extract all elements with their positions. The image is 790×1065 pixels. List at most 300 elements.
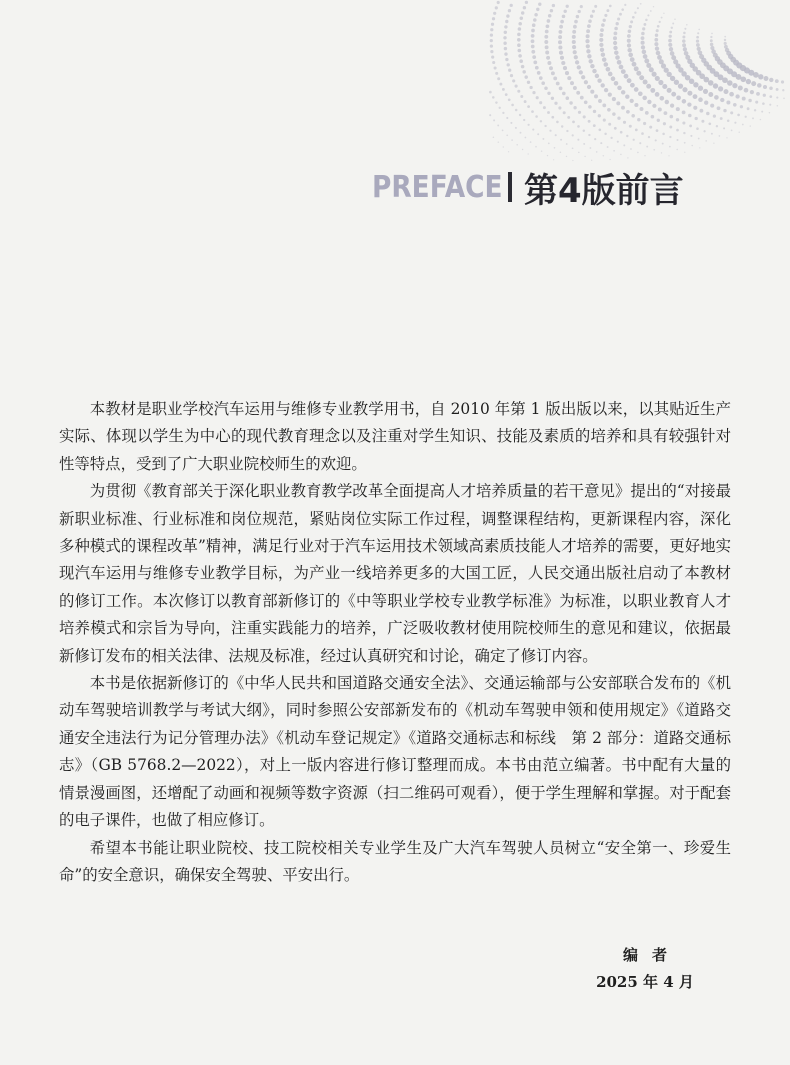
halftone-dot xyxy=(643,23,646,26)
halftone-dot xyxy=(718,86,723,91)
halftone-dot xyxy=(734,122,736,124)
halftone-dot xyxy=(658,108,662,112)
halftone-dot xyxy=(545,45,549,49)
halftone-dot xyxy=(636,71,641,76)
halftone-dot xyxy=(545,51,549,55)
halftone-dot xyxy=(549,130,551,132)
halftone-dot xyxy=(655,92,660,97)
halftone-dot xyxy=(578,111,581,114)
page-title: 第4版前言 xyxy=(524,170,684,211)
halftone-dot xyxy=(642,50,647,55)
halftone-dot xyxy=(550,9,553,12)
halftone-dot xyxy=(518,49,522,53)
halftone-dot xyxy=(599,43,603,47)
halftone-dot xyxy=(603,119,606,122)
halftone-dot xyxy=(551,116,554,119)
halftone-dot xyxy=(546,56,550,60)
halftone-dot xyxy=(606,9,609,12)
halftone-dot xyxy=(566,96,570,100)
halftone-dot xyxy=(698,50,703,55)
halftone-dot xyxy=(650,88,655,93)
halftone-dot xyxy=(558,40,562,44)
halftone-dot xyxy=(643,54,648,59)
halftone-dot xyxy=(684,152,685,153)
halftone-dot xyxy=(627,78,632,83)
halftone-dot xyxy=(634,66,639,71)
halftone-dot xyxy=(614,81,619,86)
halftone-dot xyxy=(684,28,686,30)
halftone-dot xyxy=(518,22,522,26)
halftone-dot xyxy=(533,18,537,22)
halftone-dot xyxy=(554,147,556,149)
halftone-dot xyxy=(580,5,583,8)
halftone-dot xyxy=(574,55,578,59)
halftone-dot xyxy=(625,95,629,99)
halftone-dot xyxy=(594,94,598,98)
halftone-dot xyxy=(661,152,662,153)
halftone-dot xyxy=(499,83,502,86)
halftone-dot xyxy=(623,121,626,124)
halftone-dot xyxy=(547,111,550,114)
signature-block xyxy=(590,942,700,996)
halftone-dot xyxy=(506,134,508,136)
halftone-dot xyxy=(586,49,590,53)
halftone-dot xyxy=(569,101,572,104)
halftone-dot xyxy=(742,124,744,126)
halftone-dot xyxy=(511,104,514,107)
halftone-dot xyxy=(598,99,602,103)
halftone-dot xyxy=(693,106,697,110)
halftone-dot xyxy=(756,92,760,96)
halftone-dot xyxy=(646,84,651,89)
halftone-dot xyxy=(713,143,714,144)
halftone-dot xyxy=(573,50,577,54)
halftone-dot xyxy=(682,87,687,92)
halftone-dot xyxy=(723,127,725,129)
halftone-dot xyxy=(572,147,574,149)
halftone-dot xyxy=(498,141,499,142)
halftone-dot xyxy=(624,4,626,6)
halftone-dot xyxy=(495,72,498,75)
halftone-dot xyxy=(668,39,672,43)
halftone-dot xyxy=(639,75,644,80)
halftone-dot xyxy=(674,19,675,20)
halftone-dot xyxy=(510,74,513,77)
halftone-dot xyxy=(608,123,611,126)
halftone-dot xyxy=(671,92,676,97)
halftone-dot xyxy=(656,129,659,132)
halftone-dot xyxy=(627,43,631,47)
halftone-dot xyxy=(750,90,754,94)
preface-header xyxy=(372,163,684,211)
halftone-dot xyxy=(584,156,585,157)
halftone-dot xyxy=(538,3,541,6)
halftone-dot xyxy=(667,88,672,93)
halftone-dot xyxy=(713,115,716,118)
halftone-dot xyxy=(598,114,601,117)
halftone-dot xyxy=(614,32,618,36)
halftone-dot xyxy=(769,87,773,91)
halftone-dot xyxy=(572,40,576,44)
halftone-dot xyxy=(553,159,554,160)
halftone-dot xyxy=(758,74,763,79)
halftone-dot xyxy=(775,79,779,83)
halftone-dot xyxy=(517,38,521,42)
halftone-dot xyxy=(489,91,492,94)
halftone-dot xyxy=(497,77,500,80)
halftone-dot xyxy=(490,28,493,31)
halftone-dot xyxy=(616,101,620,105)
halftone-dot xyxy=(561,125,563,127)
halftone-dot xyxy=(548,14,552,18)
halftone-dot xyxy=(641,132,644,135)
halftone-dot xyxy=(663,13,664,14)
halftone-dot xyxy=(650,10,652,12)
halftone-dot xyxy=(620,131,623,134)
halftone-dot xyxy=(586,44,590,48)
halftone-dot xyxy=(519,114,521,116)
halftone-dot xyxy=(676,107,680,111)
halftone-dot xyxy=(535,66,539,70)
halftone-dot xyxy=(727,80,733,86)
halftone-dot xyxy=(678,83,683,88)
halftone-dot xyxy=(600,28,604,32)
halftone-dot xyxy=(504,31,507,34)
halftone-dot xyxy=(708,122,711,125)
halftone-dot xyxy=(720,117,723,120)
halftone-dot xyxy=(531,110,534,113)
halftone-dot xyxy=(507,63,510,66)
halftone-dot xyxy=(700,109,704,113)
halftone-dot xyxy=(521,11,524,14)
halftone-dot xyxy=(674,80,679,85)
halftone-dot xyxy=(588,105,592,109)
halftone-dot xyxy=(587,85,591,89)
halftone-dot xyxy=(554,102,557,105)
halftone-dot xyxy=(573,106,576,109)
halftone-dot xyxy=(547,92,550,95)
halftone-dot xyxy=(535,146,537,148)
halftone-dot xyxy=(495,6,498,9)
halftone-dot xyxy=(621,90,625,94)
halftone-dot xyxy=(528,153,529,154)
halftone-dot xyxy=(531,34,535,38)
halftone-dot xyxy=(540,120,542,122)
halftone-dot xyxy=(493,12,496,15)
halftone-dot xyxy=(637,118,640,121)
halftone-dot xyxy=(740,105,743,108)
halftone-dot xyxy=(663,122,666,125)
halftone-dot xyxy=(752,117,754,119)
halftone-dot xyxy=(493,119,495,121)
halftone-dot xyxy=(748,99,751,102)
halftone-dot xyxy=(503,41,506,44)
halftone-dot xyxy=(687,102,691,106)
halftone-dot xyxy=(539,101,542,104)
halftone-dot xyxy=(656,51,661,56)
halftone-dot xyxy=(713,83,718,88)
halftone-dot xyxy=(566,130,568,132)
halftone-dot xyxy=(584,100,588,104)
halftone-dot xyxy=(492,96,495,99)
halftone-dot xyxy=(669,31,672,34)
halftone-dot xyxy=(492,17,495,20)
halftone-dot xyxy=(714,95,719,100)
halftone-dot xyxy=(732,83,737,88)
halftone-dot xyxy=(669,146,671,148)
halftone-dot xyxy=(614,27,618,31)
halftone-dot xyxy=(653,149,655,151)
halftone-dot xyxy=(517,33,521,37)
halftone-dot xyxy=(505,58,508,61)
halftone-dot xyxy=(608,72,613,77)
halftone-dot xyxy=(742,97,746,101)
halftone-dot xyxy=(645,19,648,22)
halftone-dot xyxy=(720,98,724,102)
halftone-dot xyxy=(711,33,713,35)
halftone-dot xyxy=(634,87,639,92)
halftone-dot xyxy=(505,93,508,96)
halftone-dot xyxy=(503,36,506,39)
halftone-dot xyxy=(536,8,539,11)
halftone-dot xyxy=(652,72,657,77)
halftone-dot xyxy=(602,104,606,108)
halftone-dot xyxy=(676,118,679,121)
halftone-dot xyxy=(560,56,564,60)
halftone-dot xyxy=(588,134,590,136)
halftone-dot xyxy=(490,39,493,42)
halftone-dot xyxy=(704,101,708,105)
halftone-dot xyxy=(609,159,610,160)
halftone-dot xyxy=(724,36,726,38)
halftone-dot xyxy=(544,125,546,127)
halftone-dot xyxy=(521,65,525,69)
halftone-dot xyxy=(733,103,737,107)
halftone-dot xyxy=(656,29,659,32)
halftone-dot xyxy=(516,144,518,146)
halftone-dot xyxy=(515,127,517,129)
halftone-dot xyxy=(588,120,591,123)
halftone-dot xyxy=(602,57,607,62)
halftone-dot xyxy=(629,125,632,128)
halftone-dot xyxy=(664,111,668,115)
halftone-dot xyxy=(555,134,557,136)
halftone-dot xyxy=(563,10,566,13)
halftone-dot xyxy=(669,126,672,129)
halftone-dot xyxy=(693,94,698,99)
halftone-dot xyxy=(746,79,751,84)
halftone-dot xyxy=(676,139,678,141)
paragraph-3: 本书是依据新修订的《中华人民共和国道路交通安全法》、交通运输部与公安部联合发布的《机动车驾驶培训教学与考试大纲》，同时参照公安部新发布的《机动车驾驶申领和使用规定》《道路交通安全违法行为记分管理办法》《机动车登记规定》《道路交通标志和标线 第 2 部分：道路交通标志》（GB 5768.2—2022），对上一版内容进行修订整理而成。本书由范立编著。书中配有大量的情景漫画图，还增配了动画和视频等数字资源（扫二维码可观看），便于学生理解和掌握。对于配套的电子课件，也做了相应修订。 xyxy=(59,674,731,830)
halftone-dot xyxy=(524,75,527,78)
halftone-dot xyxy=(599,33,603,37)
halftone-dot xyxy=(572,121,575,124)
halftone-dot xyxy=(682,39,685,42)
halftone-dot xyxy=(724,89,729,94)
halftone-dot xyxy=(676,129,679,132)
halftone-dot xyxy=(760,119,761,120)
halftone-dot xyxy=(655,46,659,50)
halftone-dot xyxy=(594,5,597,8)
halftone-dot xyxy=(698,97,703,102)
halftone-dot xyxy=(777,105,779,107)
halftone-dot xyxy=(706,112,710,116)
halftone-dot xyxy=(719,135,721,137)
halftone-dot xyxy=(651,115,655,119)
halftone-dot xyxy=(751,81,756,86)
paragraph-1: 本教材是职业学校汽车运用与维修专业教学用书，自 2010 年第 1 版出版以来，以其贴近生产实际、体现以学生为中心的现代教育理念以及注重对学生知识、技能及素质的培养和具有较强针对性等特点，受到了广大职业院校师生的欢迎。 xyxy=(59,400,731,473)
halftone-dot xyxy=(573,86,577,90)
halftone-dot xyxy=(617,86,622,91)
halftone-dot xyxy=(644,155,645,156)
halftone-dot xyxy=(577,139,579,141)
halftone-dot xyxy=(628,53,633,58)
halftone-dot xyxy=(695,117,698,120)
halftone-dot xyxy=(587,24,591,28)
halftone-dot xyxy=(562,92,566,96)
halftone-dot xyxy=(641,32,645,36)
halftone-dot xyxy=(593,110,596,113)
halftone-dot xyxy=(769,95,772,98)
halftone-dot xyxy=(572,30,576,34)
halftone-dot xyxy=(617,141,619,143)
halftone-dot xyxy=(769,104,771,106)
halftone-dot xyxy=(603,155,604,156)
halftone-dot xyxy=(620,154,622,156)
halftone-dot xyxy=(567,116,570,119)
halftone-dot xyxy=(517,43,521,47)
halftone-dot xyxy=(576,91,580,95)
halftone-dot xyxy=(596,151,598,153)
halftone-dot xyxy=(655,34,658,37)
halftone-dot xyxy=(615,55,620,60)
halftone-dot xyxy=(541,150,542,151)
halftone-dot xyxy=(693,82,698,87)
halftone-dot xyxy=(635,129,638,132)
halftone-dot xyxy=(735,94,739,98)
halftone-dot-decoration xyxy=(0,0,790,300)
halftone-dot xyxy=(613,41,617,45)
halftone-dot xyxy=(755,101,758,104)
halftone-dot xyxy=(558,106,561,109)
halftone-dot xyxy=(519,59,523,63)
halftone-dot xyxy=(724,42,727,45)
halftone-dot xyxy=(641,45,645,49)
halftone-dot xyxy=(590,64,594,68)
halftone-dot xyxy=(492,61,495,64)
halftone-dot xyxy=(583,129,585,131)
halftone-dot xyxy=(627,39,631,43)
halftone-dot xyxy=(613,36,617,40)
halftone-dot xyxy=(665,100,669,104)
halftone-dot xyxy=(628,30,632,34)
halftone-dot xyxy=(608,92,612,96)
halftone-dot xyxy=(613,150,615,152)
halftone-dot xyxy=(598,128,601,131)
halftone-dot xyxy=(494,66,497,69)
halftone-dot xyxy=(506,14,509,17)
halftone-dot xyxy=(657,25,660,28)
halftone-dot xyxy=(491,56,494,59)
halftone-dot xyxy=(754,109,756,111)
halftone-dot xyxy=(577,65,581,69)
halftone-dot xyxy=(696,36,699,39)
halftone-dot xyxy=(597,78,601,82)
halftone-dot xyxy=(558,30,562,34)
halftone-dot xyxy=(594,138,596,140)
preface-label-en: PREFACE xyxy=(372,169,503,205)
halftone-dot xyxy=(655,76,660,81)
halftone-dot xyxy=(717,106,721,110)
halftone-dot xyxy=(563,111,566,114)
halftone-dot xyxy=(578,10,581,13)
halftone-dot xyxy=(659,21,661,23)
halftone-dot xyxy=(668,155,669,156)
halftone-dot xyxy=(552,4,555,7)
halftone-dot xyxy=(739,132,740,133)
halftone-dot xyxy=(549,66,553,70)
halftone-dot xyxy=(647,100,651,104)
halftone-dot xyxy=(627,157,628,158)
halftone-dot xyxy=(574,20,578,24)
halftone-dot xyxy=(621,69,626,74)
halftone-dot xyxy=(750,125,751,126)
halftone-dot xyxy=(711,49,716,54)
halftone-dot xyxy=(505,20,508,23)
halftone-dot xyxy=(592,10,595,13)
halftone-dot xyxy=(510,122,512,124)
halftone-dot xyxy=(506,117,508,119)
halftone-dot xyxy=(592,69,596,73)
halftone-dot xyxy=(703,89,708,94)
halftone-dot xyxy=(527,105,530,108)
halftone-dot xyxy=(607,108,611,112)
halftone-dot xyxy=(641,41,645,45)
halftone-dot xyxy=(508,9,511,12)
halftone-dot xyxy=(559,51,563,55)
halftone-dot xyxy=(572,134,574,136)
halftone-dot xyxy=(601,23,605,27)
halftone-dot xyxy=(601,83,605,87)
halftone-dot xyxy=(641,36,645,40)
halftone-dot xyxy=(508,69,511,72)
halftone-dot xyxy=(559,25,563,29)
halftone-dot xyxy=(572,35,576,39)
halftone-dot xyxy=(623,144,625,146)
halftone-dot xyxy=(698,29,700,31)
halftone-dot xyxy=(699,147,700,148)
halftone-dot xyxy=(522,70,525,73)
halftone-dot xyxy=(724,45,728,49)
halftone-dot xyxy=(532,23,536,27)
halftone-dot xyxy=(551,71,555,75)
halftone-dot xyxy=(599,38,603,42)
halftone-dot xyxy=(698,86,703,91)
halftone-dot xyxy=(535,115,538,118)
halftone-dot xyxy=(558,45,562,49)
halftone-dot xyxy=(600,48,604,52)
halftone-dot xyxy=(570,81,574,85)
halftone-dot xyxy=(761,111,763,113)
halftone-dot xyxy=(491,23,494,26)
halftone-dot xyxy=(553,76,557,80)
halftone-dot xyxy=(703,130,705,132)
halftone-dot xyxy=(534,13,538,17)
halftone-dot xyxy=(657,119,660,122)
halftone-dot xyxy=(617,17,620,20)
halftone-dot xyxy=(547,19,551,23)
halftone-dot xyxy=(525,1,528,4)
